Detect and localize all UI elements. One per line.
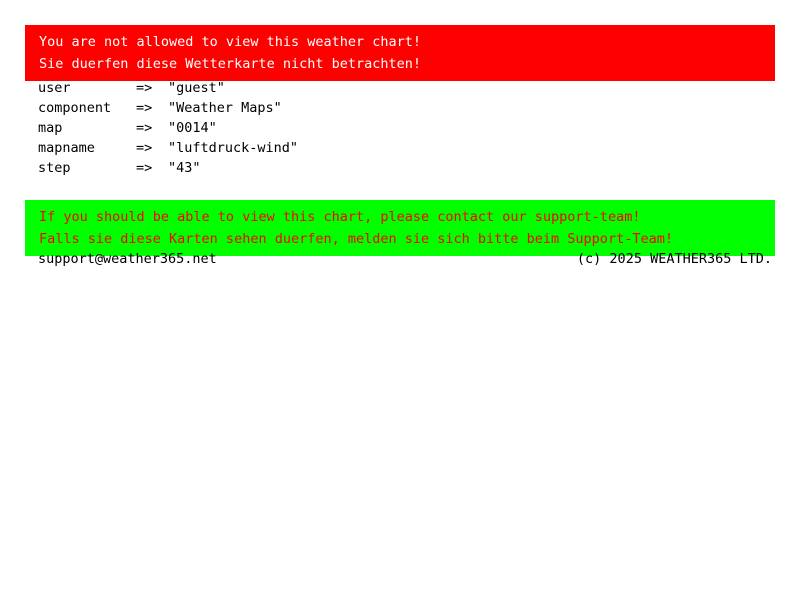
error-banner-line-en: You are not allowed to view this weather chart! [39,34,422,50]
parameter-key: map [38,120,63,136]
parameter-value: "0014" [168,120,217,136]
parameter-arrow: => [136,100,153,116]
parameter-value: "43" [168,160,201,176]
parameter-key: mapname [38,140,95,156]
parameter-row-map [38,118,298,138]
support-banner-line-en: If you should be able to view this chart, please contact our support-team! [39,209,641,225]
parameter-row-step [38,158,298,178]
error-banner [25,25,775,81]
footer [38,250,772,268]
parameter-key: component [38,100,112,116]
parameter-arrow: => [136,140,153,156]
parameter-row-user [38,78,298,98]
support-banner-line-de: Falls sie diese Karten sehen duerfen, melden sie sich bitte beim Support-Team! [39,231,673,247]
parameter-arrow: => [136,160,153,176]
parameter-value: "luftdruck-wind" [168,140,299,156]
parameter-key: step [38,160,71,176]
parameter-value: "Weather Maps" [168,100,282,116]
parameter-list [38,78,298,178]
parameter-key: user [38,80,71,96]
support-banner [25,200,775,256]
parameter-arrow: => [136,80,153,96]
parameter-arrow: => [136,120,153,136]
support-email[interactable]: support@weather365.net [38,251,217,267]
copyright-notice: (c) 2025 WEATHER365 LTD. [576,251,772,267]
error-banner-line-de: Sie duerfen diese Wetterkarte nicht betrachten! [39,56,422,72]
parameter-row-mapname [38,138,298,158]
parameter-row-component [38,98,298,118]
parameter-value: "guest" [168,80,225,96]
